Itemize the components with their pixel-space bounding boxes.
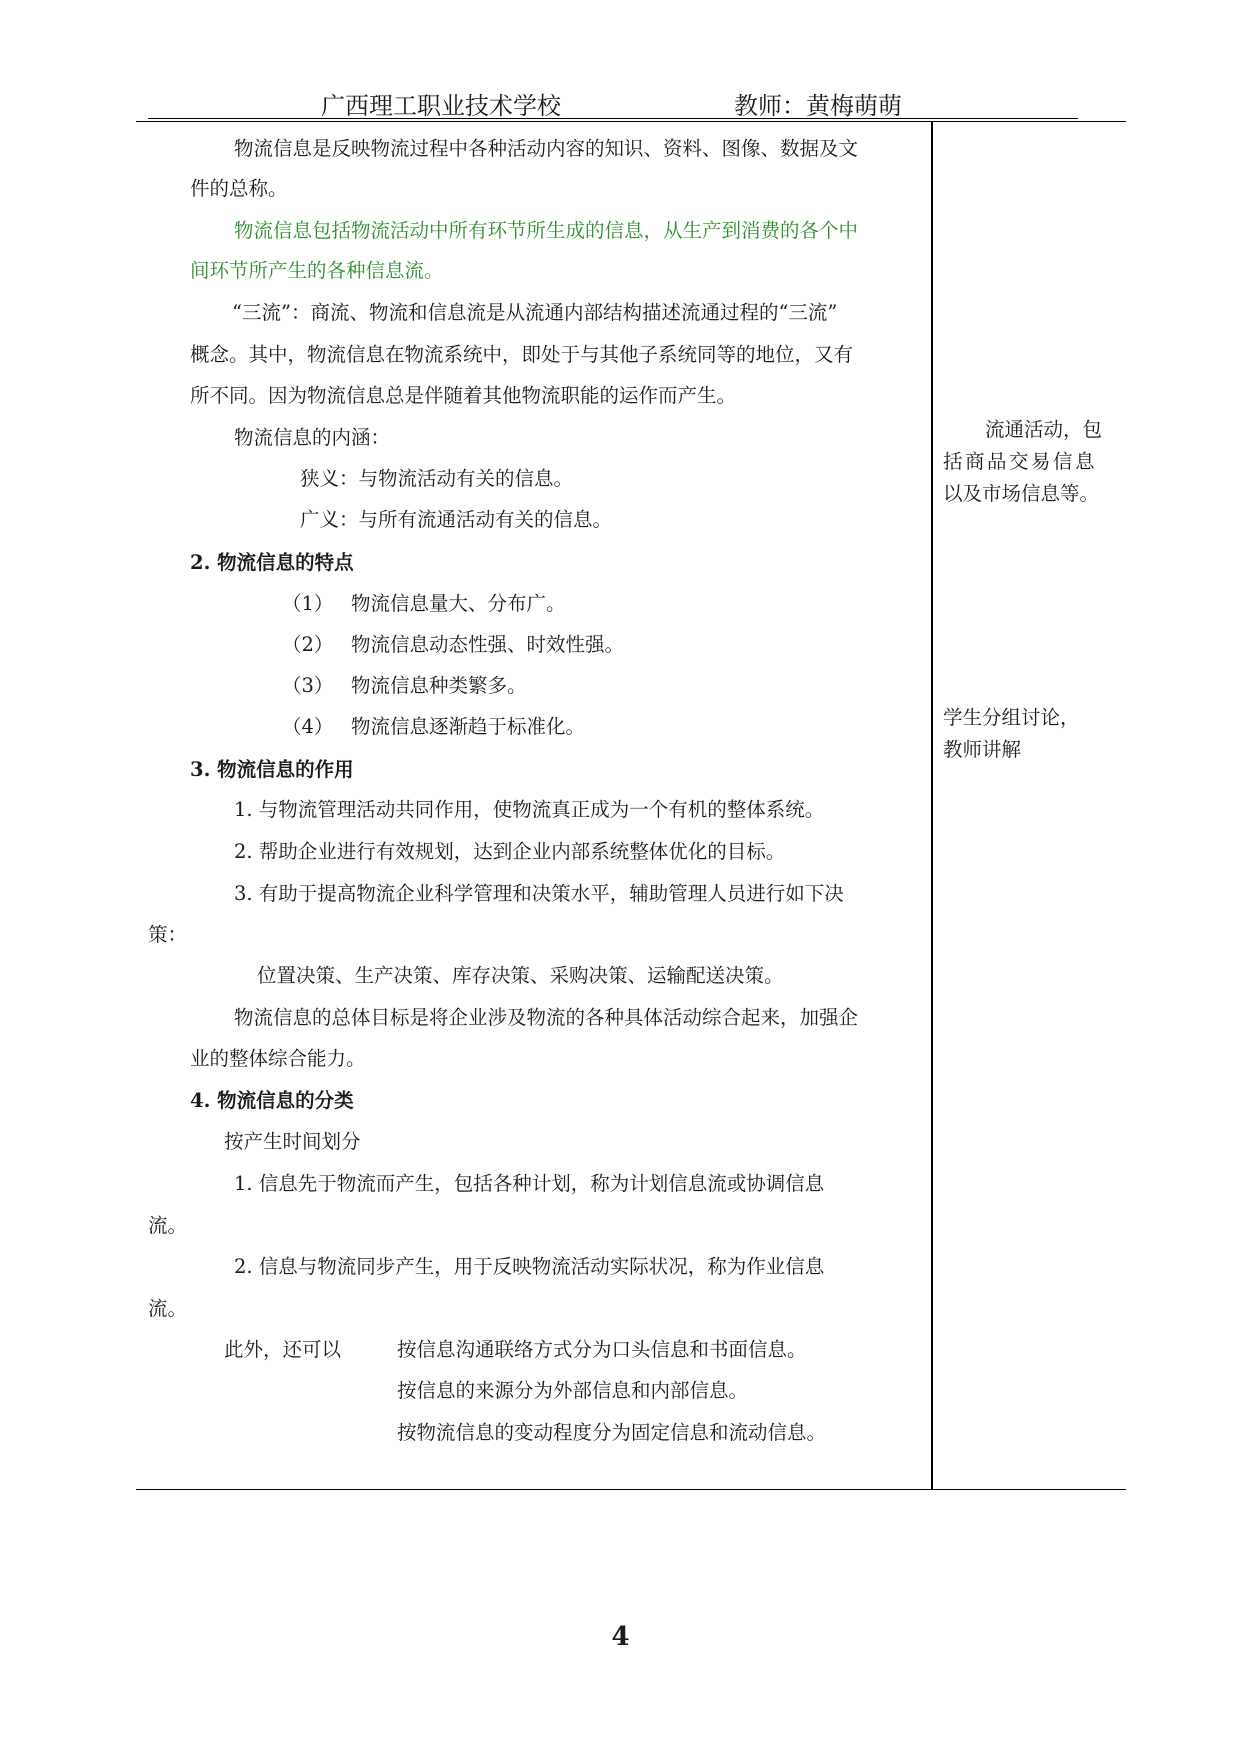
feature-number: （2） — [282, 633, 334, 656]
feature-item: 物流信息量大、分布广。 — [351, 592, 566, 615]
paragraph-line: 件的总称。 — [190, 177, 288, 200]
paragraph-line: 所不同。因为物流信息总是伴随着其他物流职能的运作而产生。 — [190, 384, 737, 407]
table-bottom-border — [136, 1489, 1126, 1490]
feature-number: （3） — [282, 674, 334, 697]
header-underline — [148, 118, 1078, 119]
side-note: 以及市场信息等。 — [943, 482, 1100, 505]
list-item: 3. 有助于提高物流企业科学管理和决策水平，辅助管理人员进行如下决 — [234, 882, 844, 905]
school-name: 广西理工职业技术学校 — [321, 92, 561, 120]
list-item: 策： — [148, 923, 188, 946]
definition-narrow: 狭义：与物流活动有关的信息。 — [300, 467, 574, 490]
side-note: 学生分组讨论， — [943, 706, 1080, 729]
paragraph-line: 物流信息是反映物流过程中各种活动内容的知识、资料、图像、数据及文 — [234, 137, 859, 160]
paragraph-line: 按产生时间划分 — [224, 1130, 361, 1153]
section-heading: 4. 物流信息的分类 — [190, 1089, 354, 1112]
highlight-line: 间环节所产生的各种信息流。 — [190, 259, 444, 282]
page-header — [0, 86, 1241, 122]
list-item: 2. 帮助企业进行有效规划，达到企业内部系统整体优化的目标。 — [234, 840, 786, 863]
list-item: 按物流信息的变动程度分为固定信息和流动信息。 — [397, 1421, 827, 1444]
teacher-name: 教师：黄梅萌萌 — [734, 92, 902, 120]
feature-number: （4） — [282, 715, 334, 738]
list-item: 按信息沟通联络方式分为口头信息和书面信息。 — [397, 1338, 807, 1361]
paragraph-line: “三流”：商流、物流和信息流是从流通内部结构描述流通过程的“三流” — [232, 301, 838, 324]
paragraph-line: 此外，还可以 — [224, 1338, 342, 1361]
list-item: 按信息的来源分为外部信息和内部信息。 — [397, 1379, 749, 1402]
paragraph-line: 业的整体综合能力。 — [190, 1047, 366, 1070]
feature-number: （1） — [282, 592, 334, 615]
section-heading: 2. 物流信息的特点 — [190, 551, 354, 574]
paragraph-line: 物流信息的内涵： — [234, 426, 391, 449]
feature-item: 物流信息逐渐趋于标准化。 — [351, 715, 586, 738]
list-item: 1. 与物流管理活动共同作用，使物流真正成为一个有机的整体系统。 — [234, 798, 825, 821]
table-top-border — [136, 121, 1126, 122]
column-divider — [931, 121, 933, 1489]
feature-item: 物流信息种类繁多。 — [351, 674, 527, 697]
section-heading: 3. 物流信息的作用 — [190, 758, 354, 781]
list-item: 流。 — [148, 1297, 188, 1320]
paragraph-line: 概念。其中，物流信息在物流系统中，即处于与其他子系统同等的地位，又有 — [190, 343, 854, 366]
list-item: 1. 信息先于物流而产生，包括各种计划，称为计划信息流或协调信息 — [234, 1172, 825, 1195]
list-item: 2. 信息与物流同步产生，用于反映物流活动实际状况，称为作业信息 — [234, 1255, 825, 1278]
highlight-line: 物流信息包括物流活动中所有环节所生成的信息，从生产到消费的各个中 — [234, 219, 859, 242]
side-note: 流通活动，包 — [985, 418, 1103, 441]
paragraph-line: 位置决策、生产决策、库存决策、采购决策、运输配送决策。 — [257, 964, 784, 987]
paragraph-line: 物流信息的总体目标是将企业涉及物流的各种具体活动综合起来，加强企 — [234, 1006, 859, 1029]
list-item: 流。 — [148, 1214, 188, 1237]
definition-broad: 广义：与所有流通活动有关的信息。 — [300, 508, 613, 531]
feature-item: 物流信息动态性强、时效性强。 — [351, 633, 625, 656]
page-number: 4 — [611, 1622, 630, 1652]
side-note: 教师讲解 — [943, 738, 1022, 761]
side-note: 括商品交易信息 — [943, 450, 1098, 473]
